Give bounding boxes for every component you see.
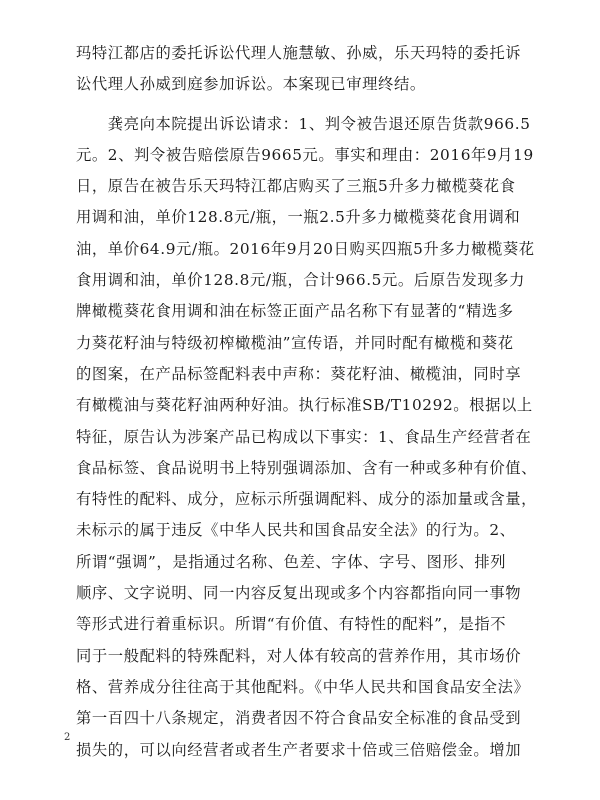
text-line: 有特性的配料、成分，应标示所强调配料、成分的添加量或含量， [76, 490, 538, 509]
document-body [76, 38, 566, 766]
paragraph-gap [76, 101, 566, 109]
text-line: 油，单价64.9元/瓶。2016年9月20日购买四瓶5升多力橄榄葵花 [76, 239, 535, 258]
page-number: 2 [64, 732, 71, 743]
text-line: 玛特江都店的委托诉讼代理人施慧敏、孙威，乐天玛特的委托诉 [76, 44, 522, 62]
text-line: 等形式进行着重标识。所谓“有价值、有特性的配料”，是指不 [76, 615, 507, 634]
text-line: 用调和油，单价128.8元/瓶，一瓶2.5升多力橄榄葵花食用调和 [76, 208, 521, 227]
text-line: 同于一般配料的特殊配料，对人体有较高的营养作用，其市场价 [76, 646, 522, 665]
text-line: 日，原告在被告乐天玛特江都店购买了三瓶5升多力橄榄葵花食 [76, 177, 516, 196]
text-line: 格、营养成分往往高于其他配料。《中华人民共和国食品安全法》 [76, 677, 530, 696]
text-line: 有橄榄油与葵花籽油两种好油。执行标准SB/T10292。根据以上 [76, 396, 533, 415]
text-line: 损失的，可以向经营者或者生产者要求十倍或三倍赔偿金。增加 [76, 740, 522, 759]
text-line: 讼代理人孙威到庭参加诉讼。本案现已审理终结。 [76, 75, 426, 94]
text-line: 食用调和油，单价128.8元/瓶，合计966.5元。后原告发现多力 [76, 271, 526, 290]
text-line: 力葵花籽油与特级初榨橄榄油”宣传语，并同时配有橄榄和葵花 [76, 333, 514, 352]
text-line: 牌橄榄葵花食用调和油在标签正面产品名称下有显著的“精选多 [76, 302, 514, 321]
text-line: 未标示的属于违反《中华人民共和国食品安全法》的行为。2、 [76, 521, 516, 540]
text-line: 食品标签、食品说明书上特别强调添加、含有一种或多种有价值、 [76, 458, 538, 477]
text-line: 第一百四十八条规定，消费者因不符合食品安全标准的食品受到 [76, 709, 522, 728]
text-line: 元。2、判令被告赔偿原告9665元。事实和理由：2016年9月19 [76, 145, 534, 164]
text-line: 顺序、文字说明、同一内容反复出现或多个内容都指向同一事物 [76, 584, 522, 603]
text-line: 特征，原告认为涉案产品已构成以下事实：1、食品生产经营者在 [76, 427, 532, 446]
text-line: 所谓“强调”，是指通过名称、色差、字体、字号、图形、排列 [76, 552, 507, 571]
text-line: 龚亮向本院提出诉讼请求：1、判令被告退还原告货款966.5 [76, 114, 531, 133]
text-line: 的图案，在产品标签配料表中声称：葵花籽油、橄榄油，同时享 [76, 364, 522, 383]
